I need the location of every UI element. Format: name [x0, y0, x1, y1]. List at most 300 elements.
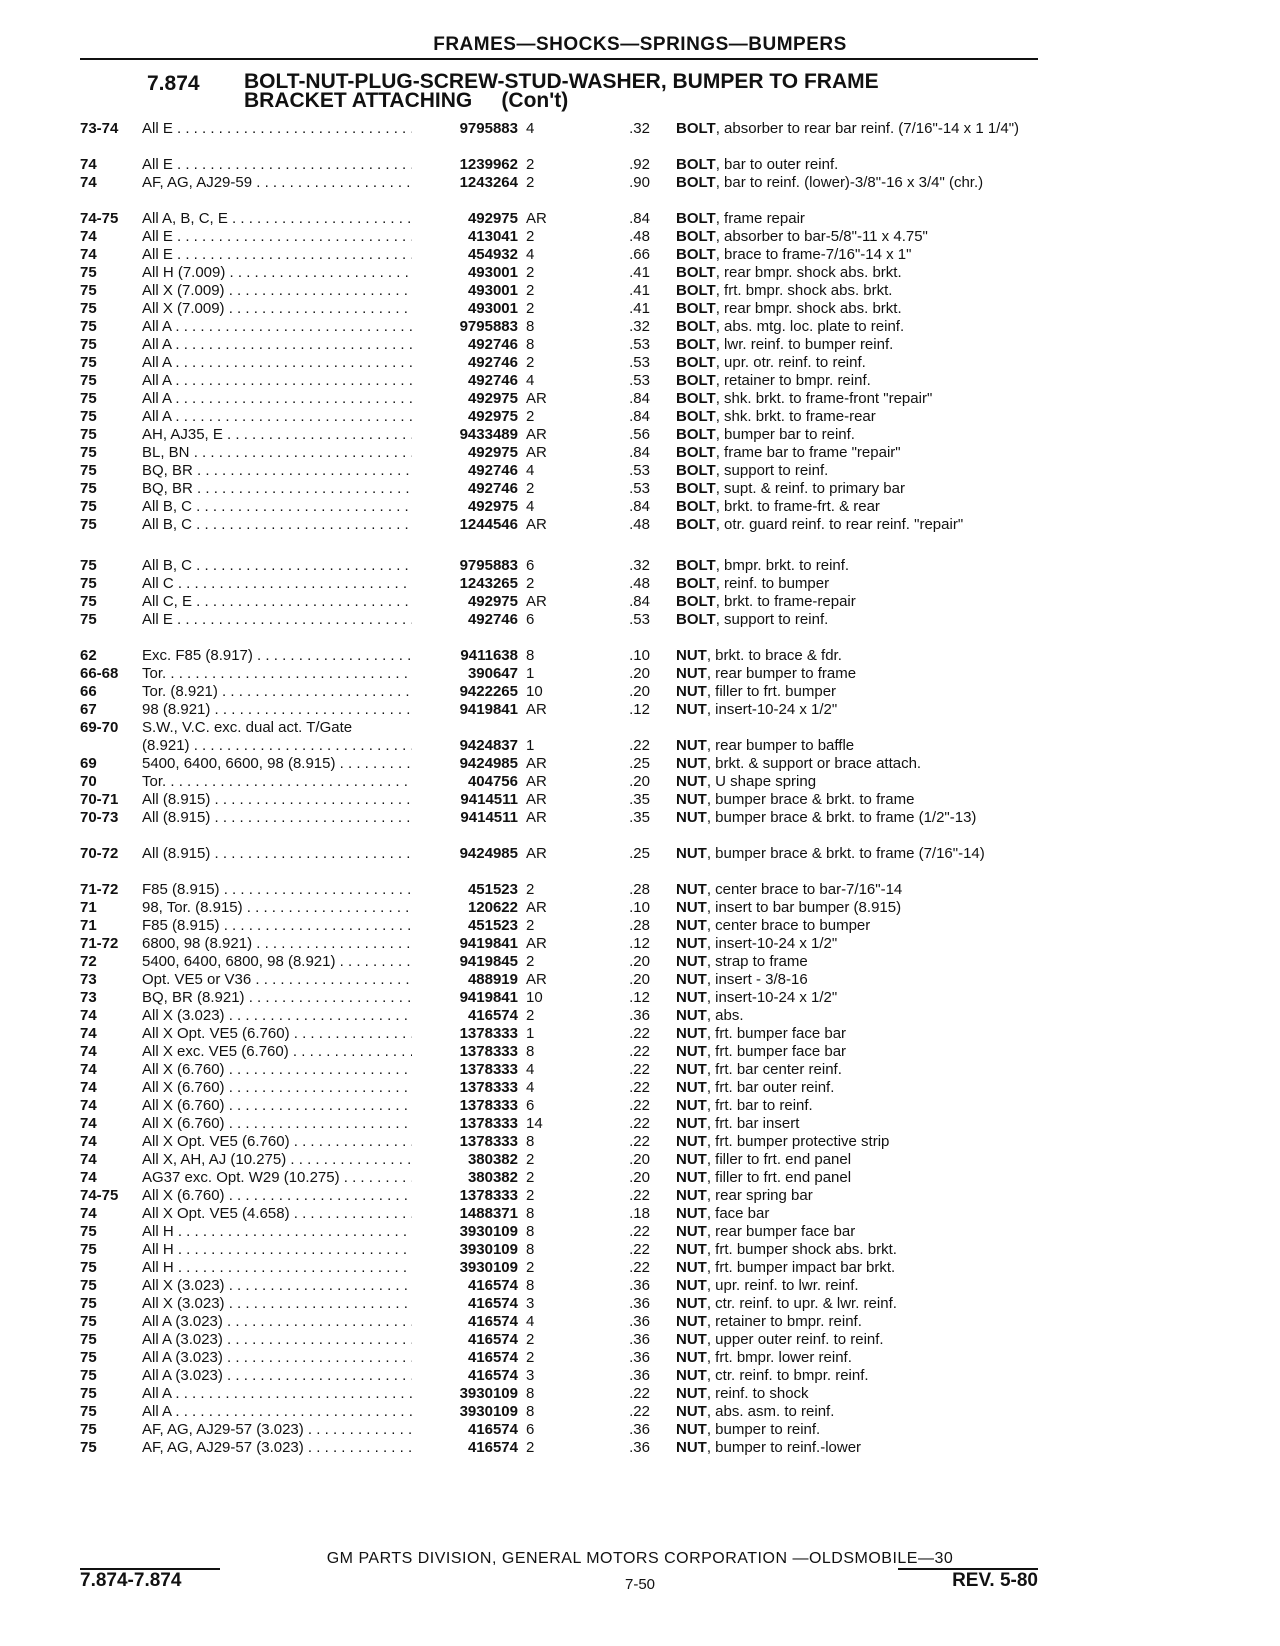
application: AF, AG, AJ29-59 . . .: [142, 174, 412, 192]
part-type: NUT: [676, 1241, 707, 1258]
part-number: 9433489: [459, 426, 518, 443]
part-description: [676, 611, 1038, 629]
part-description-text: , bar to outer reinf.: [715, 156, 839, 173]
part-description-text: , absorber to bar-5/8"-11 x 4.75": [715, 228, 928, 245]
quantity: 8: [526, 336, 535, 353]
parts-row: [0, 647, 1280, 665]
price: .12: [629, 935, 650, 952]
quantity: 2: [526, 1169, 535, 1186]
price: .18: [629, 1205, 650, 1222]
part-number: 9414511: [460, 791, 518, 808]
price: .35: [629, 791, 650, 808]
application: Exc. F85 (8.917) . . .: [142, 647, 412, 665]
parts-row: [0, 809, 1280, 845]
quantity: 2: [526, 282, 535, 299]
part-number: 493001: [467, 264, 518, 281]
price: .32: [629, 557, 650, 574]
part-number: 454932: [467, 246, 518, 263]
application: BL, BN . . .: [142, 444, 412, 462]
part-description-text: , frame bar to frame "repair": [715, 444, 901, 461]
quantity: 4: [526, 1079, 535, 1096]
part-type: BOLT: [676, 228, 716, 245]
part-number: 9419841: [459, 989, 518, 1006]
price: .36: [629, 1313, 650, 1330]
part-description: [676, 575, 1038, 593]
section-title: [244, 72, 1024, 110]
parts-row: [0, 845, 1280, 881]
part-description-text: , insert - 3/8-16: [706, 971, 808, 988]
part-number: 9419841: [459, 701, 518, 718]
price: .20: [629, 953, 650, 970]
part-description: [676, 755, 1038, 773]
part-type: BOLT: [676, 593, 716, 610]
part-description: [676, 1295, 1038, 1313]
price: .36: [629, 1007, 650, 1024]
part-number: 416574: [467, 1439, 518, 1456]
part-description: [676, 701, 1038, 719]
part-description-text: , insert to bar bumper (8.915): [706, 899, 902, 916]
part-type: NUT: [676, 1403, 707, 1420]
part-number: 1243264: [459, 174, 518, 191]
application: All E . . .: [142, 120, 412, 138]
part-type: NUT: [676, 809, 707, 826]
part-type: BOLT: [676, 557, 716, 574]
part-type: NUT: [676, 1331, 707, 1348]
price: .12: [629, 701, 650, 718]
model-year: 74: [80, 1043, 97, 1060]
part-description-text: , ctr. reinf. to bmpr. reinf.: [706, 1367, 869, 1384]
part-description: [676, 318, 1038, 336]
parts-row: [0, 318, 1280, 336]
parts-row: [0, 336, 1280, 354]
parts-row: [0, 246, 1280, 264]
price: .84: [629, 390, 650, 407]
part-description: [676, 953, 1038, 971]
part-description-text: , U shape spring: [706, 773, 817, 790]
price: .84: [629, 210, 650, 227]
quantity: 2: [526, 1151, 535, 1168]
part-number: 380382: [467, 1169, 518, 1186]
quantity: 2: [526, 917, 535, 934]
part-description-text: , supt. & reinf. to primary bar: [715, 480, 905, 497]
part-description: [676, 174, 1038, 192]
part-type: NUT: [676, 1079, 707, 1096]
part-number: 492746: [467, 336, 518, 353]
part-description-text: , rear bmpr. shock abs. brkt.: [715, 300, 902, 317]
parts-row: [0, 1421, 1280, 1439]
model-year: 75: [80, 408, 97, 425]
model-year: 75: [80, 318, 97, 335]
price: .10: [629, 899, 650, 916]
parts-row: [0, 917, 1280, 935]
quantity: 1: [526, 737, 535, 754]
quantity: AR: [526, 516, 547, 533]
quantity: 2: [526, 264, 535, 281]
model-year: 74: [80, 1079, 97, 1096]
model-year: 75: [80, 282, 97, 299]
application: All A . . .: [142, 1403, 412, 1421]
model-year: 74: [80, 1097, 97, 1114]
parts-row: [0, 683, 1280, 701]
parts-row: [0, 575, 1280, 593]
part-description-text: , frame repair: [715, 210, 805, 227]
application: AF, AG, AJ29-57 (3.023) . . .: [142, 1421, 412, 1439]
part-description: [676, 683, 1038, 701]
price: .36: [629, 1421, 650, 1438]
application: All (8.915) . . .: [142, 791, 412, 809]
parts-row: [0, 1151, 1280, 1169]
model-year: 75: [80, 264, 97, 281]
part-description-text: , strap to frame: [706, 953, 808, 970]
quantity: 6: [526, 1097, 535, 1114]
model-year: 75: [80, 480, 97, 497]
parts-row: [0, 1367, 1280, 1385]
quantity: AR: [526, 899, 547, 916]
price: .36: [629, 1331, 650, 1348]
price: .48: [629, 575, 650, 592]
part-description: [676, 1097, 1038, 1115]
model-year: 70: [80, 773, 97, 790]
part-description: [676, 282, 1038, 300]
part-description: [676, 426, 1038, 444]
parts-row: [0, 156, 1280, 174]
application: All X Opt. VE5 (6.760) . . .: [142, 1025, 412, 1043]
model-year: 75: [80, 1331, 97, 1348]
part-description: [676, 1133, 1038, 1151]
model-year: 75: [80, 1385, 97, 1402]
price: .22: [629, 1043, 650, 1060]
model-year: 75: [80, 1295, 97, 1312]
part-type: BOLT: [676, 444, 716, 461]
part-type: BOLT: [676, 282, 716, 299]
part-description: [676, 354, 1038, 372]
quantity: 2: [526, 300, 535, 317]
part-description-text: , rear spring bar: [706, 1187, 813, 1204]
part-description-text: , brkt. to frame-frt. & rear: [715, 498, 880, 515]
quantity: 8: [526, 647, 535, 664]
part-description: [676, 300, 1038, 318]
part-description: [676, 1115, 1038, 1133]
price: .25: [629, 755, 650, 772]
application: 6800, 98 (8.921) . . .: [142, 935, 412, 953]
model-year: 74: [80, 174, 97, 191]
model-year: 71: [80, 899, 97, 916]
part-type: NUT: [676, 971, 707, 988]
part-type: NUT: [676, 899, 707, 916]
part-number: 451523: [467, 917, 518, 934]
parts-row: [0, 1079, 1280, 1097]
part-type: NUT: [676, 1439, 707, 1456]
part-description: [676, 336, 1038, 354]
part-description: [676, 557, 1038, 575]
price: .22: [629, 1385, 650, 1402]
part-description: [676, 1061, 1038, 1079]
part-type: NUT: [676, 701, 707, 718]
part-number: 416574: [467, 1295, 518, 1312]
parts-row: [0, 935, 1280, 953]
part-description-text: , retainer to bmpr. reinf.: [715, 372, 871, 389]
part-description: [676, 1187, 1038, 1205]
part-description-text: , upr. otr. reinf. to reinf.: [715, 354, 866, 371]
part-description: [676, 1367, 1038, 1385]
part-number: 451523: [467, 881, 518, 898]
part-number: 1378333: [459, 1133, 518, 1150]
application: All E . . .: [142, 156, 412, 174]
price: .53: [629, 336, 650, 353]
parts-row: [0, 1313, 1280, 1331]
parts-row: [0, 1349, 1280, 1367]
part-description-text: , abs.: [706, 1007, 744, 1024]
price: .10: [629, 647, 650, 664]
application: All B, C . . .: [142, 516, 412, 534]
model-year: 75: [80, 1277, 97, 1294]
parts-row: [0, 719, 1280, 737]
application: All H . . .: [142, 1241, 412, 1259]
footer-page-number: 7-50: [624, 1576, 656, 1593]
price: .22: [629, 1223, 650, 1240]
part-type: NUT: [676, 935, 707, 952]
application: All X (6.760) . . .: [142, 1079, 412, 1097]
application: S.W., V.C. exc. dual act. T/Gate: [142, 719, 353, 736]
parts-row: [0, 1043, 1280, 1061]
price: .22: [629, 1133, 650, 1150]
model-year: 74: [80, 1133, 97, 1150]
part-description: [676, 1439, 1038, 1457]
model-year: 75: [80, 1403, 97, 1420]
part-number: 3930109: [459, 1259, 518, 1276]
part-type: NUT: [676, 737, 707, 754]
quantity: AR: [526, 971, 547, 988]
part-description-text: , insert-10-24 x 1/2": [706, 701, 838, 718]
model-year: 72: [80, 953, 97, 970]
parts-row: [0, 557, 1280, 575]
parts-row: [0, 1295, 1280, 1313]
quantity: AR: [526, 773, 547, 790]
part-number: 493001: [467, 282, 518, 299]
part-number: 416574: [467, 1331, 518, 1348]
parts-row: [0, 971, 1280, 989]
part-type: NUT: [676, 1187, 707, 1204]
part-description: [676, 1151, 1038, 1169]
application: F85 (8.915) . . .: [142, 881, 412, 899]
part-description-text: , frt. bar to reinf.: [706, 1097, 813, 1114]
price: .22: [629, 1061, 650, 1078]
quantity: 2: [526, 953, 535, 970]
part-description: [676, 372, 1038, 390]
quantity: AR: [526, 210, 547, 227]
price: .25: [629, 845, 650, 862]
part-description-text: , bumper to reinf.-lower: [706, 1439, 862, 1456]
part-description: [676, 1079, 1038, 1097]
parts-row: [0, 1403, 1280, 1421]
part-description-text: , rear bmpr. shock abs. brkt.: [715, 264, 902, 281]
quantity: 8: [526, 1241, 535, 1258]
quantity: 8: [526, 1205, 535, 1222]
quantity: 4: [526, 1061, 535, 1078]
part-description: [676, 593, 1038, 611]
part-description-text: , frt. bar outer reinf.: [706, 1079, 835, 1096]
price: .92: [629, 156, 650, 173]
part-description-text: , rear bumper face bar: [706, 1223, 856, 1240]
parts-row: [0, 1385, 1280, 1403]
application: (8.921) . . .: [142, 737, 412, 755]
application: All A . . .: [142, 336, 412, 354]
price: .36: [629, 1349, 650, 1366]
parts-row: [0, 989, 1280, 1007]
part-type: BOLT: [676, 156, 716, 173]
parts-row: [0, 1223, 1280, 1241]
part-description: [676, 971, 1038, 989]
part-type: NUT: [676, 1007, 707, 1024]
model-year: 69: [80, 755, 97, 772]
part-number: 1239962: [459, 156, 518, 173]
part-number: 1378333: [459, 1061, 518, 1078]
model-year: 71-72: [80, 935, 119, 952]
part-description-text: , bmpr. brkt. to reinf.: [715, 557, 850, 574]
part-description: [676, 246, 1038, 264]
part-description-text: , insert-10-24 x 1/2": [706, 935, 838, 952]
part-description-text: , shk. brkt. to frame-front "repair": [715, 390, 933, 407]
part-type: NUT: [676, 1277, 707, 1294]
part-description: [676, 899, 1038, 917]
quantity: 2: [526, 156, 535, 173]
part-description: [676, 881, 1038, 899]
price: .66: [629, 246, 650, 263]
part-number: 3930109: [459, 1403, 518, 1420]
part-number: 416574: [467, 1367, 518, 1384]
part-description-text: , shk. brkt. to frame-rear: [715, 408, 876, 425]
price: .36: [629, 1439, 650, 1456]
quantity: 2: [526, 1187, 535, 1204]
model-year: 75: [80, 1259, 97, 1276]
model-year: 75: [80, 462, 97, 479]
part-number: 9419841: [459, 935, 518, 952]
application: Opt. VE5 or V36 . . .: [142, 971, 412, 989]
part-number: 9411638: [460, 647, 518, 664]
part-number: 492746: [467, 372, 518, 389]
part-description: [676, 516, 1038, 534]
price: .56: [629, 426, 650, 443]
part-description: [676, 791, 1038, 809]
quantity: 8: [526, 1403, 535, 1420]
part-type: NUT: [676, 1115, 707, 1132]
parts-row: [0, 264, 1280, 282]
quantity: 2: [526, 408, 535, 425]
part-type: NUT: [676, 1385, 707, 1402]
quantity: 2: [526, 354, 535, 371]
part-type: BOLT: [676, 390, 716, 407]
part-type: NUT: [676, 1421, 707, 1438]
parts-row: [0, 665, 1280, 683]
application: All C . . .: [142, 575, 412, 593]
part-description-text: , face bar: [706, 1205, 770, 1222]
price: .53: [629, 372, 650, 389]
parts-row: [0, 755, 1280, 773]
model-year: 75: [80, 372, 97, 389]
price: .84: [629, 444, 650, 461]
application: BQ, BR . . .: [142, 480, 412, 498]
part-description: [676, 444, 1038, 462]
application: All X, AH, AJ (10.275) . . .: [142, 1151, 412, 1169]
application: All X (7.009) . . .: [142, 282, 412, 300]
part-number: 1378333: [459, 1025, 518, 1042]
quantity: 2: [526, 174, 535, 191]
parts-row: [0, 1025, 1280, 1043]
application: All X (6.760) . . .: [142, 1097, 412, 1115]
application: All E . . .: [142, 246, 412, 264]
part-description-text: , brkt. to frame-repair: [715, 593, 856, 610]
parts-row: [0, 737, 1280, 755]
part-number: 1378333: [459, 1097, 518, 1114]
part-description: [676, 1349, 1038, 1367]
application: All X (3.023) . . .: [142, 1277, 412, 1295]
part-description: [676, 1205, 1038, 1223]
application: All (8.915) . . .: [142, 845, 412, 863]
part-description-text: , abs. asm. to reinf.: [706, 1403, 835, 1420]
part-description-text: , frt. bumper face bar: [706, 1043, 847, 1060]
model-year: 75: [80, 516, 97, 533]
model-year: 70-73: [80, 809, 119, 826]
price: .22: [629, 1079, 650, 1096]
parts-row: [0, 1205, 1280, 1223]
application: AG37 exc. Opt. W29 (10.275) . . .: [142, 1169, 412, 1187]
price: .20: [629, 971, 650, 988]
part-type: BOLT: [676, 174, 716, 191]
part-type: NUT: [676, 881, 707, 898]
part-description: [676, 1331, 1038, 1349]
price: .53: [629, 354, 650, 371]
application: 5400, 6400, 6600, 98 (8.915) . . .: [142, 755, 412, 773]
parts-row: [0, 1007, 1280, 1025]
parts-row: [0, 1061, 1280, 1079]
part-type: BOLT: [676, 336, 716, 353]
part-description-text: , brace to frame-7/16"-14 x 1": [715, 246, 912, 263]
parts-row: [0, 354, 1280, 372]
quantity: AR: [526, 390, 547, 407]
model-year: 75: [80, 611, 97, 628]
part-type: NUT: [676, 791, 707, 808]
model-year: 71-72: [80, 881, 119, 898]
part-type: NUT: [676, 1367, 707, 1384]
quantity: 8: [526, 1385, 535, 1402]
parts-row: [0, 1097, 1280, 1115]
part-description-text: , center brace to bar-7/16"-14: [706, 881, 903, 898]
price: .22: [629, 1241, 650, 1258]
part-description-text: , reinf. to bumper: [715, 575, 830, 592]
part-number: 390647: [467, 665, 518, 682]
part-type: BOLT: [676, 408, 716, 425]
model-year: 74: [80, 1151, 97, 1168]
part-description-text: , frt. bumper shock abs. brkt.: [706, 1241, 897, 1258]
part-number: 1378333: [459, 1115, 518, 1132]
part-description-text: , insert-10-24 x 1/2": [706, 989, 838, 1006]
part-type: BOLT: [676, 246, 716, 263]
model-year: 73: [80, 971, 97, 988]
part-type: BOLT: [676, 120, 716, 137]
part-description: [676, 1259, 1038, 1277]
quantity: 6: [526, 557, 535, 574]
parts-row: [0, 1259, 1280, 1277]
application: All X Opt. VE5 (4.658) . . .: [142, 1205, 412, 1223]
part-description-text: , ctr. reinf. to upr. & lwr. reinf.: [706, 1295, 897, 1312]
application: All A . . .: [142, 390, 412, 408]
model-year: 74: [80, 228, 97, 245]
price: .48: [629, 228, 650, 245]
price: .41: [629, 264, 650, 281]
model-year: 67: [80, 701, 97, 718]
model-year: 74-75: [80, 1187, 119, 1204]
part-type: BOLT: [676, 318, 716, 335]
